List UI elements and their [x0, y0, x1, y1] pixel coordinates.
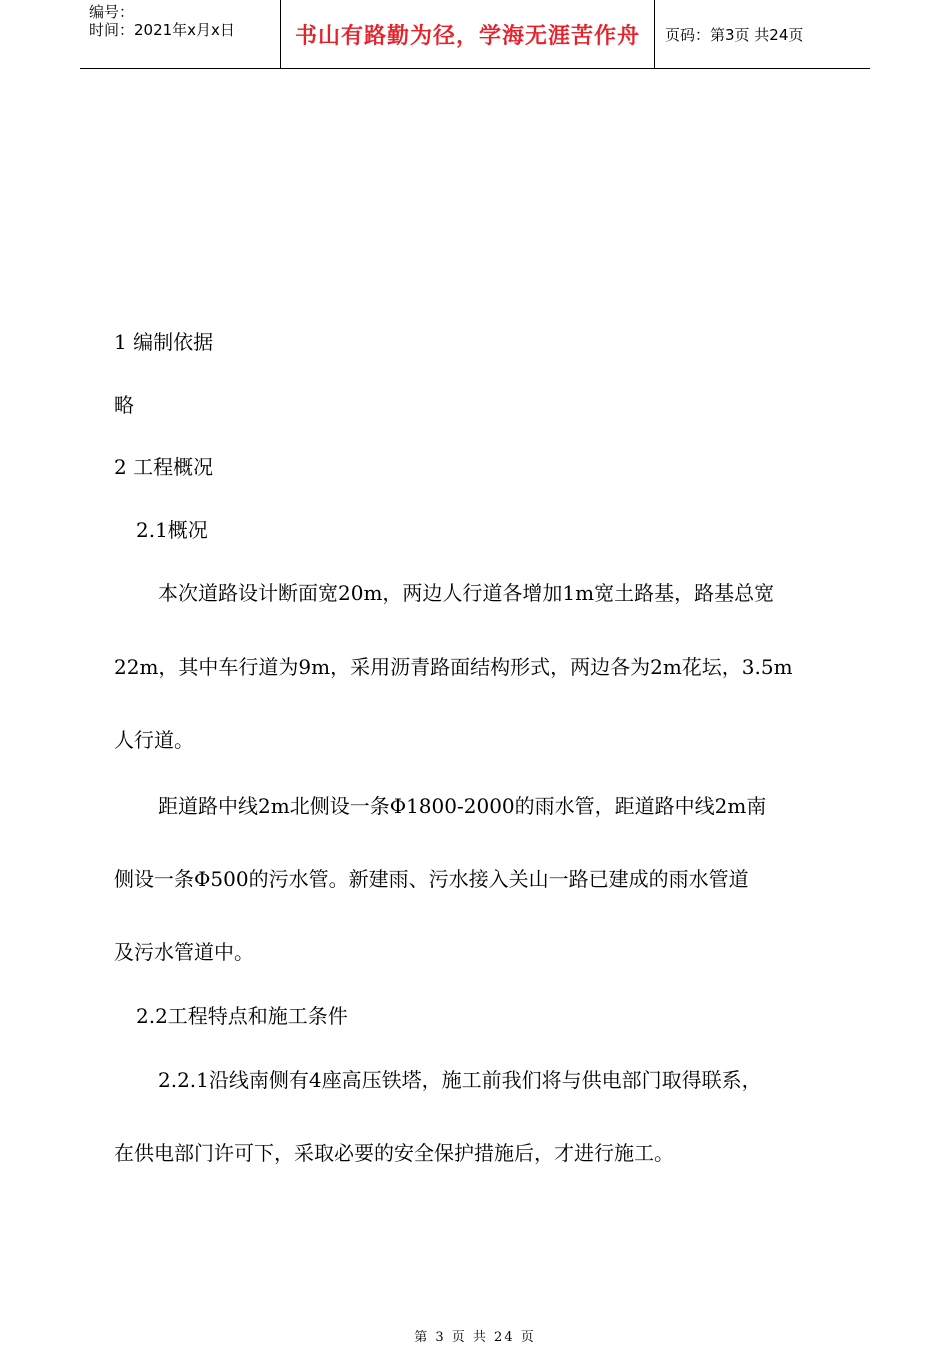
header-motto-cell: [281, 0, 655, 68]
paragraph-2-line-1: 距道路中线2m北侧设一条Φ1800-2000的雨水管，距道路中线2m南: [158, 794, 767, 818]
paragraph-1-line-2: 22m，其中车行道为9m，采用沥青路面结构形式，两边各为2m花坛，3.5m: [114, 655, 793, 679]
section-1-title: 1 编制依据: [114, 330, 214, 354]
paragraph-1-line-1: 本次道路设计断面宽20m，两边人行道各增加1m宽土路基，路基总宽: [158, 581, 775, 605]
header-meta: [80, 0, 281, 68]
paragraph-3-line-2: 在供电部门许可下，采取必要的安全保护措施后，才进行施工。: [114, 1141, 674, 1165]
page-footer: 第 3 页 共 24 页: [414, 1330, 536, 1345]
paragraph-2-line-2: 侧设一条Φ500的污水管。新建雨、污水接入关山一路已建成的雨水管道: [114, 867, 749, 891]
section-1-text: 略: [114, 393, 134, 417]
section-2-title: 2 工程概况: [114, 455, 214, 479]
date-line: 时间：2021年x月x日: [89, 21, 235, 39]
section-2-2-title: 2.2工程特点和施工条件: [136, 1004, 348, 1028]
paragraph-2-line-3: 及污水管道中。: [114, 940, 254, 964]
header-page-info: 页码：第3页 共24页: [665, 25, 804, 44]
section-2-1-title: 2.1概况: [136, 518, 208, 542]
paragraph-1-line-3: 人行道。: [114, 728, 194, 752]
code-label: 编号：: [89, 3, 135, 21]
page-header: [80, 0, 870, 69]
motto: 书山有路勤为径，学海无涯苦作舟: [294, 23, 640, 49]
paragraph-3-line-1: 2.2.1沿线南侧有4座高压铁塔，施工前我们将与供电部门取得联系，: [158, 1068, 762, 1092]
